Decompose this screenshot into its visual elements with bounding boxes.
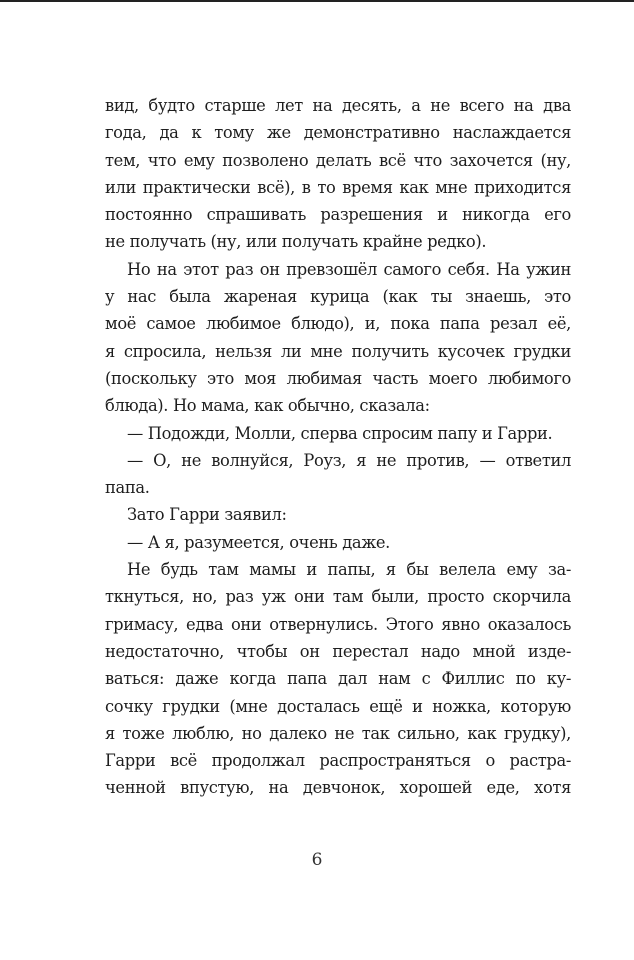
text-line: — А я, разумеется, очень даже. — [127, 532, 390, 552]
page-number: 6 — [311, 850, 323, 870]
text-line: — Подожди, Молли, сперва спросим папу и Гарри. — [127, 423, 553, 443]
text-line: гримасу, едва они отвернулись. Этого явно оказалось — [105, 614, 571, 634]
text-line: недостаточно, чтобы он перестал надо мной изде- — [105, 641, 571, 661]
text-line: или практически всё), в то время как мне приходится — [105, 177, 571, 197]
text-line: постоянно спрашивать разрешения и никогда его — [105, 205, 571, 225]
text-line: Не будь там мамы и папы, я бы велела ему за- — [127, 560, 571, 580]
text-line: тем, что ему позволено делать всё что захочется (ну, — [105, 150, 571, 170]
text-line: Гарри всё продолжал распространяться о растра- — [105, 751, 571, 771]
text-line: ваться: даже когда папа дал нам с Филлис по ку- — [105, 669, 571, 689]
text-line: сочку грудки (мне досталась ещё и ножка, которую — [105, 696, 571, 716]
text-line: я тоже люблю, но далеко не так сильно, как грудку), — [105, 723, 571, 743]
text-line: Зато Гарри заявил: — [127, 505, 287, 525]
text-line: вид, будто старше лет на десять, а не всего на два — [105, 96, 571, 115]
text-line: у нас была жареная курица (как ты знаешь, это — [105, 287, 571, 307]
top-border-line — [0, 0, 634, 2]
text-line: папа. — [105, 478, 150, 498]
text-line: не получать (ну, или получать крайне редко). — [105, 232, 487, 252]
text-line: ткнуться, но, раз уж они там были, просто скорчила — [105, 587, 571, 607]
text-line: Но на этот раз он превзошёл самого себя. На ужин — [127, 259, 571, 279]
text-line: (поскольку это моя любимая часть моего любимого — [105, 368, 571, 388]
text-line: — О, не волнуйся, Роуз, я не против, — ответил — [127, 450, 571, 470]
text-line: блюда). Но мама, как обычно, сказала: — [105, 396, 430, 416]
text-line: ченной впустую, на девчонок, хорошей еде, хотя — [105, 778, 571, 798]
text-line: моё самое любимое блюдо), и, пока папа резал её, — [105, 314, 571, 334]
body-text — [105, 92, 571, 802]
text-line: я спросила, нельзя ли мне получить кусочек грудки — [105, 341, 571, 361]
text-line: года, да к тому же демонстративно наслаждается — [105, 123, 571, 143]
